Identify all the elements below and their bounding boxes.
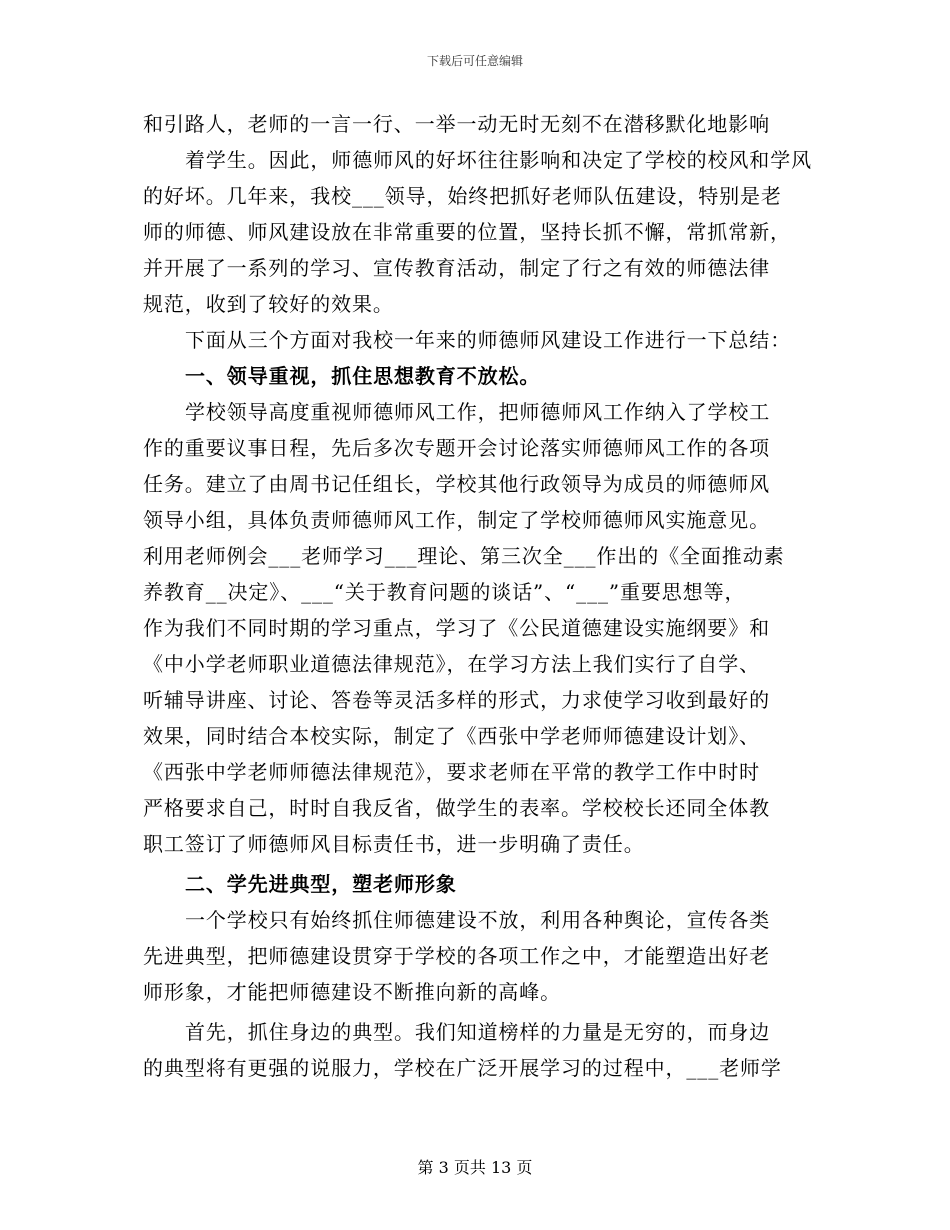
paragraph-line: 师形象，才能把师德建设不断推向新的高峰。 bbox=[143, 980, 561, 1004]
page-header: 下载后可任意编辑 bbox=[426, 54, 523, 68]
paragraph-line: 任务。建立了由周书记任组长，学校其他行政领导为成员的师德师风 bbox=[143, 472, 770, 496]
paragraph-line: 严格要求自己，时时自我反省，做学生的表率。学校校长还同全体教 bbox=[143, 796, 770, 820]
paragraph-line: 领导小组，具体负责师德师风工作，制定了学校师德师风实施意见。 bbox=[143, 508, 770, 532]
paragraph-line: 并开展了一系列的学习、宣传教育活动，制定了行之有效的师德法律 bbox=[143, 256, 770, 280]
paragraph-line: 下面从三个方面对我校一年来的师德师风建设工作进行一下总结： bbox=[185, 328, 792, 352]
paragraph-line: 利用老师例会___老师学习___理论、第三次全___作出的《全面推动素 bbox=[143, 544, 785, 568]
paragraph-line: 和引路人，老师的一言一行、一举一动无时无刻不在潜移默化地影响 bbox=[143, 112, 770, 136]
paragraph-line: 首先，抓住身边的典型。我们知道榜样的力量是无穷的，而身边 bbox=[185, 1020, 771, 1044]
paragraph-line: 养教育__决定》、___“关于教育问题的谈话”、“___”重要思想等， bbox=[143, 580, 746, 604]
section-heading: 二、学先进典型，塑老师形象 bbox=[185, 872, 457, 896]
paragraph-line: 《中小学老师职业道德法律规范》，在学习方法上我们实行了自学、 bbox=[143, 652, 760, 676]
paragraph-line: 着学生。因此，师德师风的好坏往往影响和决定了学校的校风和学风 bbox=[185, 148, 812, 172]
paragraph-line: 职工签订了师德师风目标责任书，进一步明确了责任。 bbox=[143, 832, 645, 856]
page-footer: 第 3 页共 13 页 bbox=[417, 1158, 533, 1177]
paragraph-line: 的好坏。几年来，我校___领导，始终把抓好老师队伍建设，特别是老 bbox=[143, 184, 782, 208]
section-heading: 一、领导重视，抓住思想教育不放松。 bbox=[185, 364, 541, 388]
paragraph-line: 作的重要议事日程，先后多次专题开会讨论落实师德师风工作的各项 bbox=[143, 436, 770, 460]
paragraph-line: 效果，同时结合本校实际，制定了《西张中学老师师德建设计划》、 bbox=[143, 724, 760, 748]
paragraph-line: 《西张中学老师师德法律规范》，要求老师在平常的教学工作中时时 bbox=[143, 760, 760, 784]
paragraph-line: 学校领导高度重视师德师风工作，把师德师风工作纳入了学校工 bbox=[185, 400, 771, 424]
paragraph-line: 师的师德、师风建设放在非常重要的位置，坚持长抓不懈，常抓常新， bbox=[143, 220, 791, 244]
paragraph-line: 听辅导讲座、讨论、答卷等灵活多样的形式，力求使学习收到最好的 bbox=[143, 688, 770, 712]
paragraph-line: 规范，收到了较好的效果。 bbox=[143, 292, 394, 316]
paragraph-line: 一个学校只有始终抓住师德建设不放，利用各种舆论，宣传各类 bbox=[185, 908, 771, 932]
paragraph-line: 先进典型，把师德建设贯穿于学校的各项工作之中，才能塑造出好老 bbox=[143, 944, 770, 968]
paragraph-line: 的典型将有更强的说服力，学校在广泛开展学习的过程中，___老师学 bbox=[143, 1056, 782, 1080]
paragraph-line: 作为我们不同时期的学习重点，学习了《公民道德建设实施纲要》和 bbox=[143, 616, 770, 640]
